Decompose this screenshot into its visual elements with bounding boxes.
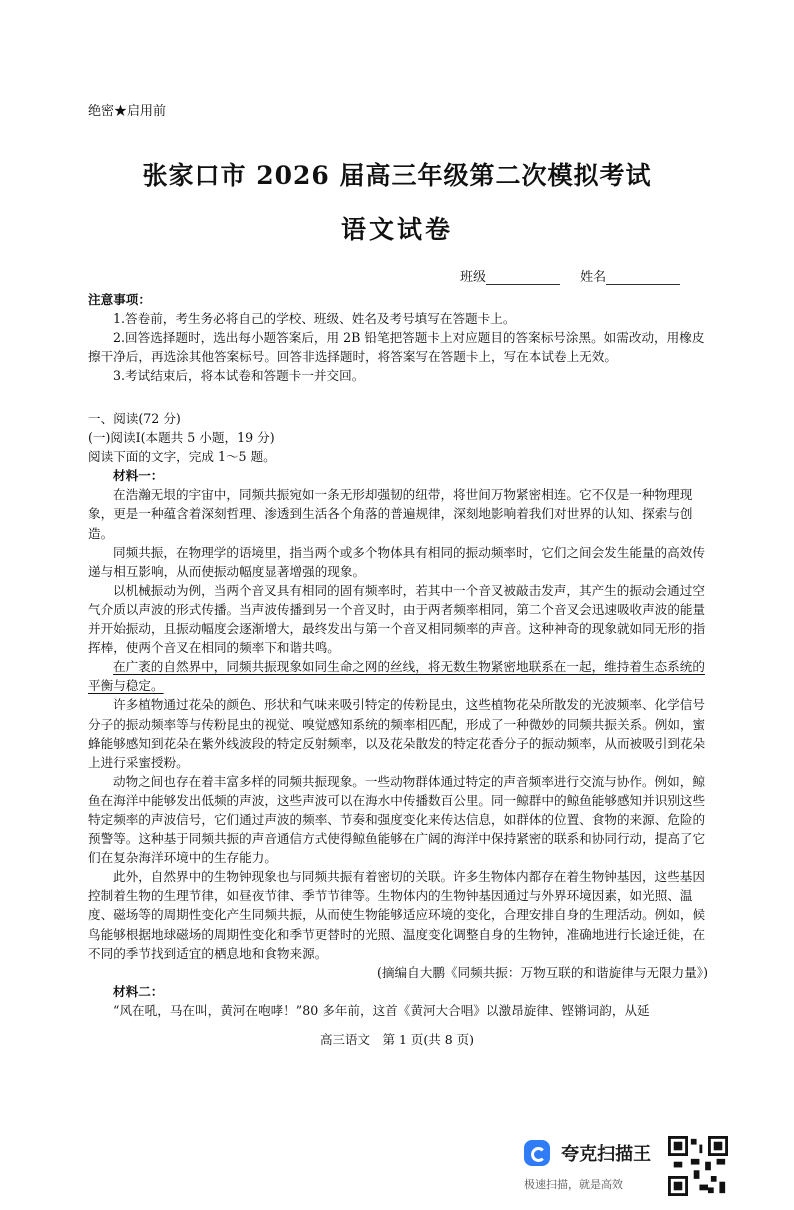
material2-start: “风在吼，马在叫，黄河在咆哮！”80 多年前，这首《黄河大合唱》以激昂旋律、铿锵词韵，从延 [113,1002,650,1018]
reading-instruction: 阅读下面的文字，完成 1～5 题。 [88,449,276,465]
paragraph: 同频共振，在物理学的语境里，指当两个或多个物体具有相同的振动频率时，它们之间会发生能量的高效传递与相互影响，从而使振动幅度显著增强的现象。 [88,544,705,579]
paragraph: 以机械振动为例，当两个音叉具有相同的固有频率时，若其中一个音叉被敲击发声，其产生的振动会通过空气介质以声波的形式传播。当声波传播到另一个音叉时，由于两者频率相同，第二个音叉会迅速吸收声波的能量并开始振动，且振动幅度会逐渐增大，最终发出与第一个音叉相同频率的声音。这种神奇的现象就如同无形的指挥棒，使两个音叉在相同的频率下和谐共鸣。 [88,582,706,656]
section-heading: 一、阅读(72 分) [88,411,181,426]
notice-heading: 注意事项： [88,292,151,307]
paragraph: 此外，自然界中的生物钟现象也与同频共振有着密切的关联。许多生物体内都存在着生物钟基因，这些基因控制着生物的生理节律，如昼夜节律、季节节律等。生物体内的生物钟基因通过与外界环境因素，如光照、温度、磁场等的周期性变化产生同频共振，从而使生物能够适应环境的变化，合理安排自身的生理活动。例如，候鸟能够根据地球磁场的周期性变化和季节更替时的光照、温度变化调整自身的生物钟，准确地进行长途迁徙，在不同的季节找到适宜的栖息地和食物来源。 [88,869,706,961]
notice-item-3: 3.考试结束后，将本试卷和答题卡一并交回。 [113,368,365,384]
qr-code-icon [668,1136,728,1196]
source-citation: (摘编自大鹏《同频共振：万物互联的和谐旋律与无限力量》) [377,964,708,980]
exam-subtitle: 语文试卷 [340,215,453,244]
material2-label: 材料二： [113,983,164,999]
underlined-paragraph: 在广袤的自然界中，同频共振现象如同生命之网的丝线，将无数生物紧密地联系在一起，维持着生态系统的平衡与稳定。 [88,659,705,694]
notice-item-2: 2.回答选择题时，选出每小题答案后，用 2B 铅笔把答题卡上对应题目的答案标号涂黑。如需改动，用橡皮擦干净后，再选涂其他答案标号。回答非选择题时，将答案写在答题卡上，写在本试卷上无效。 [88,330,705,365]
paragraph: 动物之间也存在着丰富多样的同频共振现象。一些动物群体通过特定的声音频率进行交流与协作。例如，鲸鱼在海洋中能够发出低频的声波，这些声波可以在海水中传播数百公里。同一鲸群中的鲸鱼能够感知并识别这些特定频率的声波信号，它们通过声波的频率、节奏和强度变化来传达信息，如群体的位置、食物的来源、危险的预警等。这种基于同频共振的声音通信方式使得鲸鱼能够在广阔的海洋中保持紧密的联系和协同行动，提高了它们在复杂海洋环境中的生存能力。 [88,773,706,866]
watermark-slogan: 极速扫描，就是高效 [524,1178,623,1191]
watermark-name: 夸克扫描王 [561,1144,652,1165]
name-blank [606,272,680,285]
scanner-logo-icon [524,1140,550,1166]
subsection-heading: (一)阅读Ⅰ(本题共 5 小题，19 分) [88,430,275,446]
student-fields [460,266,696,285]
page-footer: 高三语文 第 1 页(共 8 页) [319,1032,475,1047]
secret-mark: 绝密★启用前 [88,104,167,119]
paragraph: 在浩瀚无垠的宇宙中，同频共振宛如一条无形却强韧的纽带，将世间万物紧密相连。它不仅是一种物理现象，更是一种蕴含着深刻哲理、渗透到生活各个角落的普遍规律，深刻地影响着我们对世界的认知、探索与创造。 [88,487,693,541]
reading-section [88,409,708,1020]
notice-item-1: 1.答卷前，考生务必将自己的学校、班级、姓名及考号填写在答题卡上。 [113,311,516,327]
exam-title: 张家口市 2026 届高三年级第二次模拟考试 [142,161,652,190]
class-blank [486,272,560,285]
class-label: 班级 [460,270,487,285]
watermark [524,1140,651,1166]
notice-section [88,290,708,385]
name-label: 姓名 [580,270,607,285]
material1-label: 材料一： [113,468,164,484]
paragraph: 许多植物通过花朵的颜色、形状和气味来吸引特定的传粉昆虫，这些植物花朵所散发的光波频率、化学信号分子的振动频率等与传粉昆虫的视觉、嗅觉感知系统的频率相匹配，形成了一种微妙的同频共振关系。例如，蜜蜂能够感知到花朵在紫外线波段的特定反射频率，以及花朵散发的特定花香分子的振动频率，从而被吸引到花朵上进行采蜜授粉。 [88,697,706,770]
